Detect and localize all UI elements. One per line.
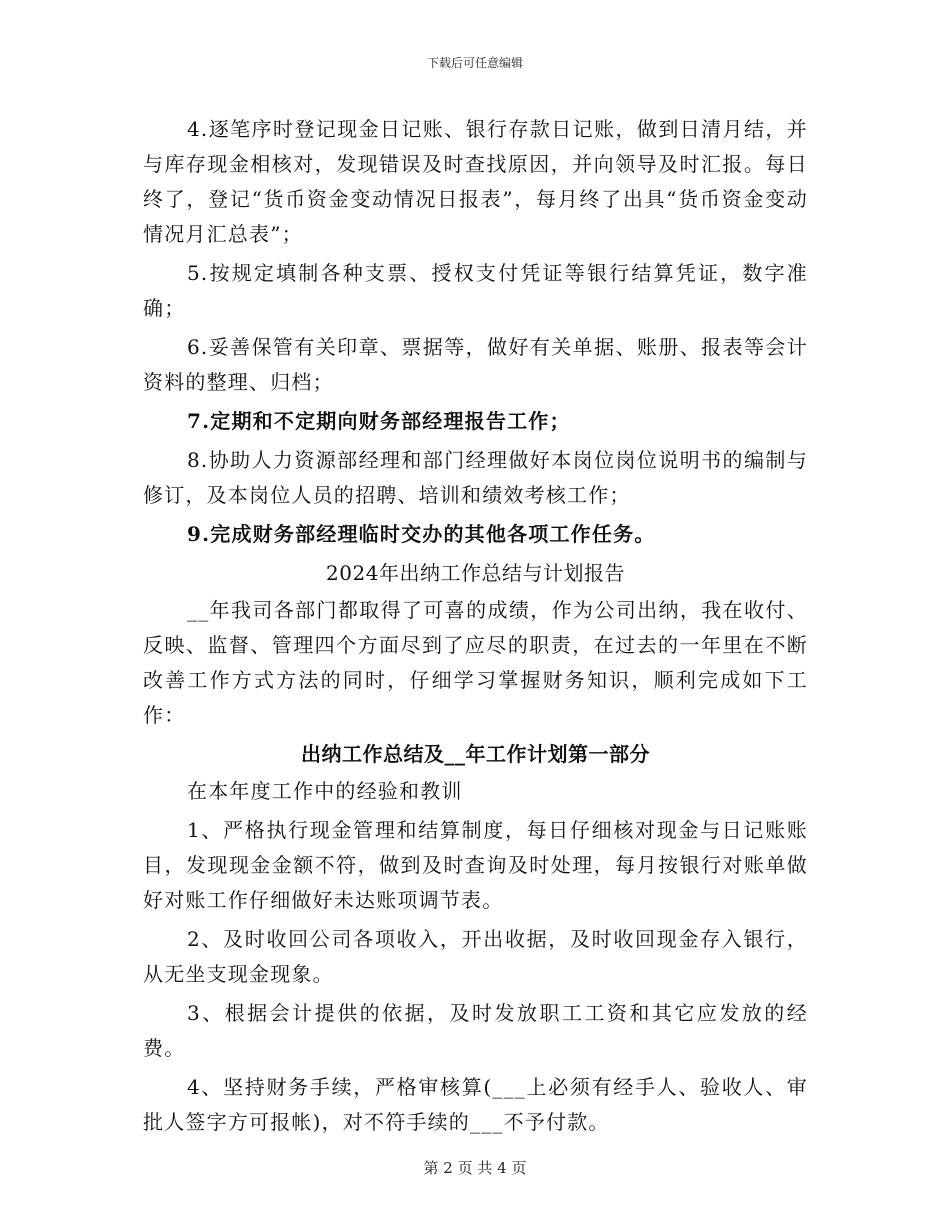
section-heading: 在本年度工作中的经验和教训 <box>187 779 463 803</box>
page-header: 下载后可任意编辑 <box>426 56 523 70</box>
document-body <box>143 112 808 1140</box>
duty-item-4: 4.逐笔序时登记现金日记账、银行存款日记账，做到日清月结，并与库存现金相核对，发现错误及时查找原因，并向领导及时汇报。每日终了，登记“货币资金变动情况日报表”，每月终了出具“货币资金变动情况月汇总表”； <box>143 117 808 246</box>
point-2: 2、及时收回公司各项收入，开出收据，及时收回现金存入银行，从无坐支现金现象。 <box>143 927 808 986</box>
report-title: 2024年出纳工作总结与计划报告 <box>326 561 625 585</box>
section-title: 出纳工作总结及__年工作计划第一部分 <box>301 742 650 766</box>
duty-item-8: 8.协助人力资源部经理和部门经理做好本岗位岗位说明书的编制与修订，及本岗位人员的招聘、培训和绩效考核工作； <box>143 448 808 507</box>
intro-paragraph: __年我司各部门都取得了可喜的成绩，作为公司出纳，我在收付、反映、监督、管理四个方面尽到了应尽的职责，在过去的一年里在不断改善工作方式方法的同时，仔细学习掌握财务知识，顺利完成如下工作： <box>143 598 808 727</box>
duty-item-9: 9.完成财务部经理临时交办的其他各项工作任务。 <box>187 522 656 546</box>
duty-item-6: 6.妥善保管有关印章、票据等，做好有关单据、账册、报表等会计资料的整理、归档； <box>143 335 808 394</box>
page-footer: 第 2 页 共 4 页 <box>423 1159 527 1177</box>
point-1: 1、严格执行现金管理和结算制度，每日仔细核对现金与日记账账目，发现现金金额不符，做到及时查询及时处理，每月按银行对账单做好对账工作仔细做好未达账项调节表。 <box>143 818 808 912</box>
point-4: 4、坚持财务手续，严格审核算(___上必须有经手人、验收人、审批人签字方可报帐)，对不符手续的___不予付款。 <box>143 1075 808 1134</box>
point-3: 3、根据会计提供的依据，及时发放职工工资和其它应发放的经费。 <box>143 1001 808 1060</box>
duty-item-5: 5.按规定填制各种支票、授权支付凭证等银行结算凭证，数字准确； <box>143 261 808 320</box>
duty-item-7: 7.定期和不定期向财务部经理报告工作； <box>187 409 571 433</box>
